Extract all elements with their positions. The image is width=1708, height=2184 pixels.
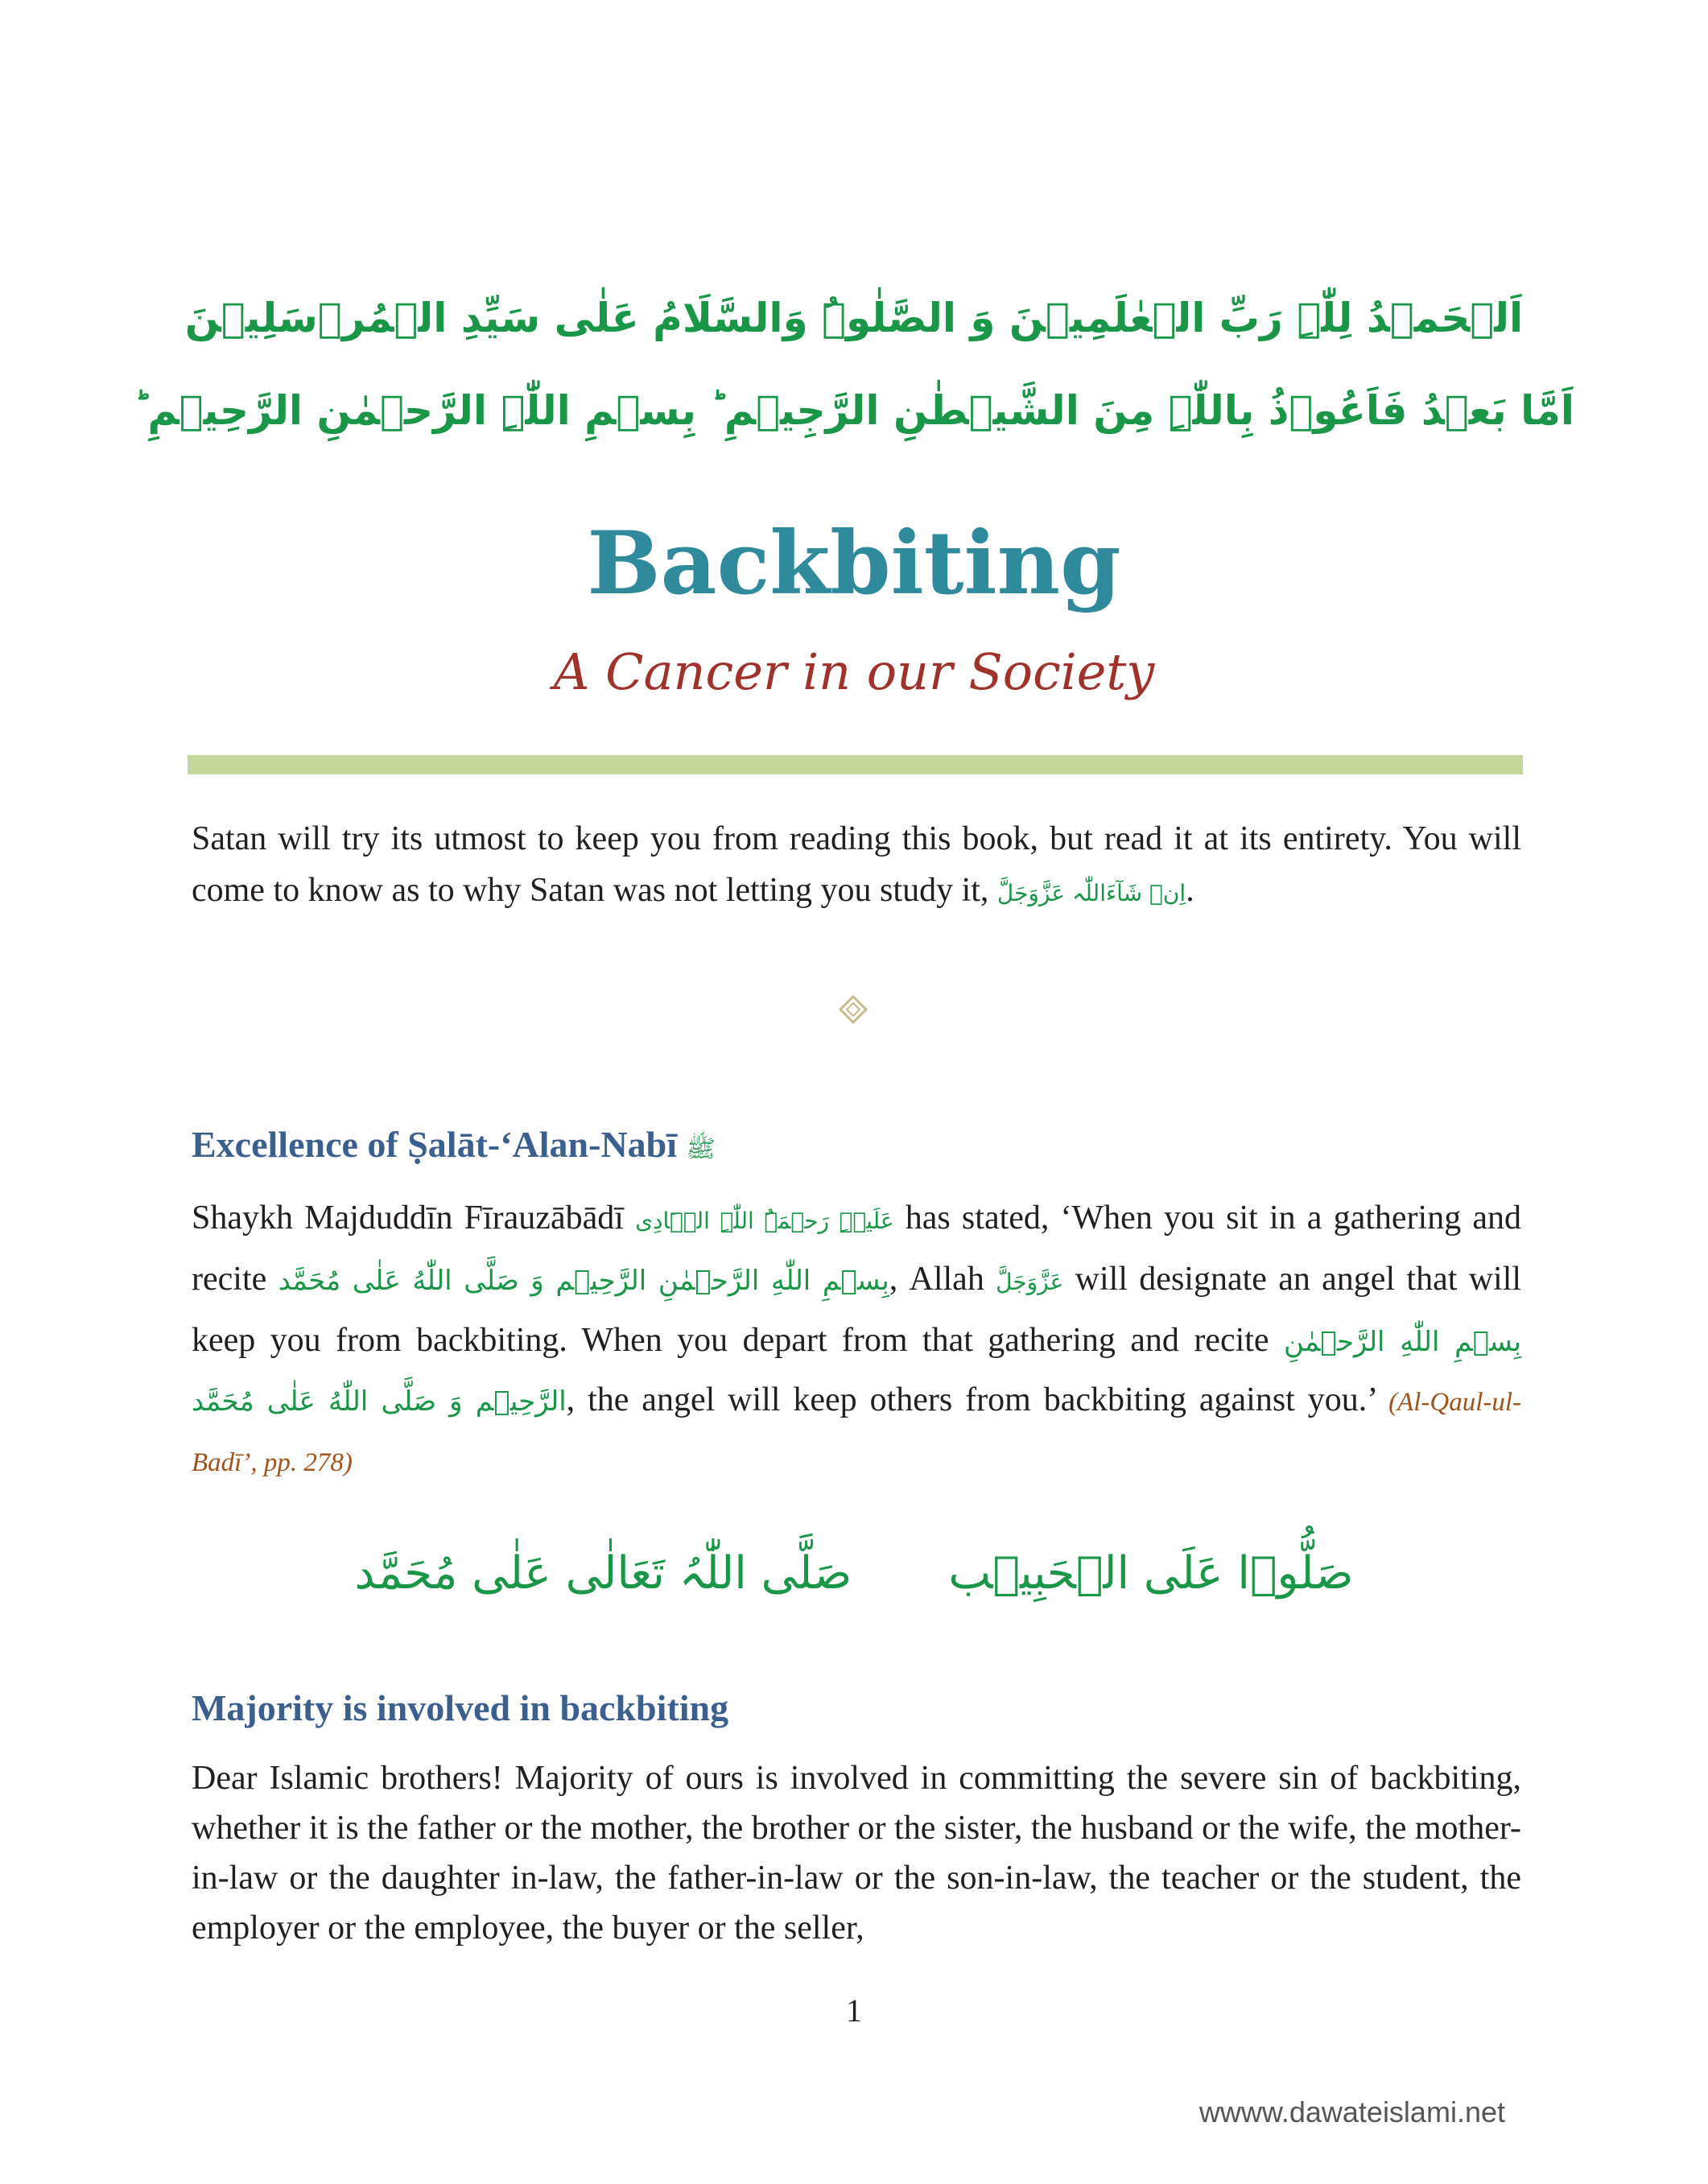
bismillah-durood-arabic: بِسۡمِ اللّٰهِ الرَّحۡمٰنِ الرَّحِيۡم وَ صَلَّى اللّٰهُ عَلٰى مُحَمَّد bbox=[192, 1326, 1522, 1418]
durood-line bbox=[0, 1538, 1708, 1610]
majority-paragraph: Dear Islamic brothers! Majority of ours is involved in committing the severe sin of backbiting, whether it is the father or the mother, the brother or the sister, the husband or the wife, the mother-in-law or the daughter in-law, the father-in-law or the son-in-law, the teacher or the student, the employer or the employee, the buyer or the seller, bbox=[192, 1760, 1521, 1947]
honorific-arabic: عَلَیۡہِ رَحۡمَۃُ اللّٰہِ الۡہَادِی bbox=[635, 1208, 894, 1234]
section-heading-majority: Majority is involved in backbiting bbox=[192, 1687, 729, 1728]
durood-part-2: صَلَّی اللّٰہُ تَعَالٰی عَلٰی مُحَمَّد bbox=[354, 1547, 852, 1600]
section-heading-excellence bbox=[192, 1119, 716, 1175]
para-segment: , Allah bbox=[889, 1261, 984, 1298]
title-divider bbox=[188, 755, 1523, 774]
page-number: 1 bbox=[846, 1992, 862, 2029]
page-title: Backbiting bbox=[587, 513, 1121, 614]
opening-doa-line-1: اَلۡحَمۡدُ لِلّٰہِ رَبِّ الۡعٰلَمِیۡنَ وَ الصَّلٰوۃُ وَالسَّلَامُ عَلٰی سَیِّدِ الۡمُرۡسَلِیۡنَ bbox=[184, 295, 1524, 341]
opening-doa-line-2: اَمَّا بَعۡدُ فَاَعُوۡذُ بِاللّٰہِ مِنَ الشَّیۡطٰنِ الرَّجِیۡمِ ؕ بِسۡمِ اللّٰہِ الرَّحۡمٰنِ الرَّحِیۡمِ ؕ bbox=[133, 387, 1575, 434]
para-segment: , the angel will keep others from backbiting against you.’ bbox=[566, 1381, 1376, 1418]
page-subtitle: A Cancer in our Society bbox=[553, 642, 1155, 701]
diamond-ornament-icon bbox=[839, 995, 868, 1024]
section-heading-text: Excellence of Ṣalāt-‘Alan-Nabī bbox=[192, 1124, 678, 1165]
durood-part-1: صَلُّوۡا عَلَی الۡحَبِیۡب bbox=[948, 1547, 1354, 1600]
bismillah-durood-arabic: بِسۡمِ اللّٰهِ الرَّحۡمٰنِ الرَّحِيۡم وَ صَلَّى اللّٰهُ عَلٰى مُحَمَّد bbox=[278, 1265, 889, 1297]
azzawajal-arabic: عَزَّوَجَلَّ bbox=[996, 1269, 1064, 1295]
citation: (Al-Qaul-ul-Badī’, pp. 278) bbox=[192, 1388, 1522, 1477]
intro-paragraph bbox=[192, 813, 1521, 919]
website-url[interactable]: wwww.dawateislami.net bbox=[1198, 2095, 1505, 2128]
para-segment: Shaykh Majduddīn Fīrauzābādī bbox=[192, 1199, 624, 1236]
inshaallah-arabic: اِنۡ شَآءَاللّٰہ عَزَّوَجَلَّ bbox=[996, 880, 1186, 906]
intro-text: Satan will try its utmost to keep you from reading this book, but read it at its entirety. You will come to know as to why Satan was not letting you study it, bbox=[192, 820, 1521, 909]
para-segment: will designate an angel that will keep you from backbiting. When you depart from that gathering and recite bbox=[192, 1261, 1522, 1359]
intro-end: . bbox=[1186, 872, 1194, 909]
para-segment: has stated, ‘When you sit in a gathering and recite bbox=[192, 1199, 1522, 1298]
excellence-paragraph bbox=[192, 1189, 1521, 1492]
salutation-arabic: ﷺ bbox=[686, 1135, 716, 1163]
